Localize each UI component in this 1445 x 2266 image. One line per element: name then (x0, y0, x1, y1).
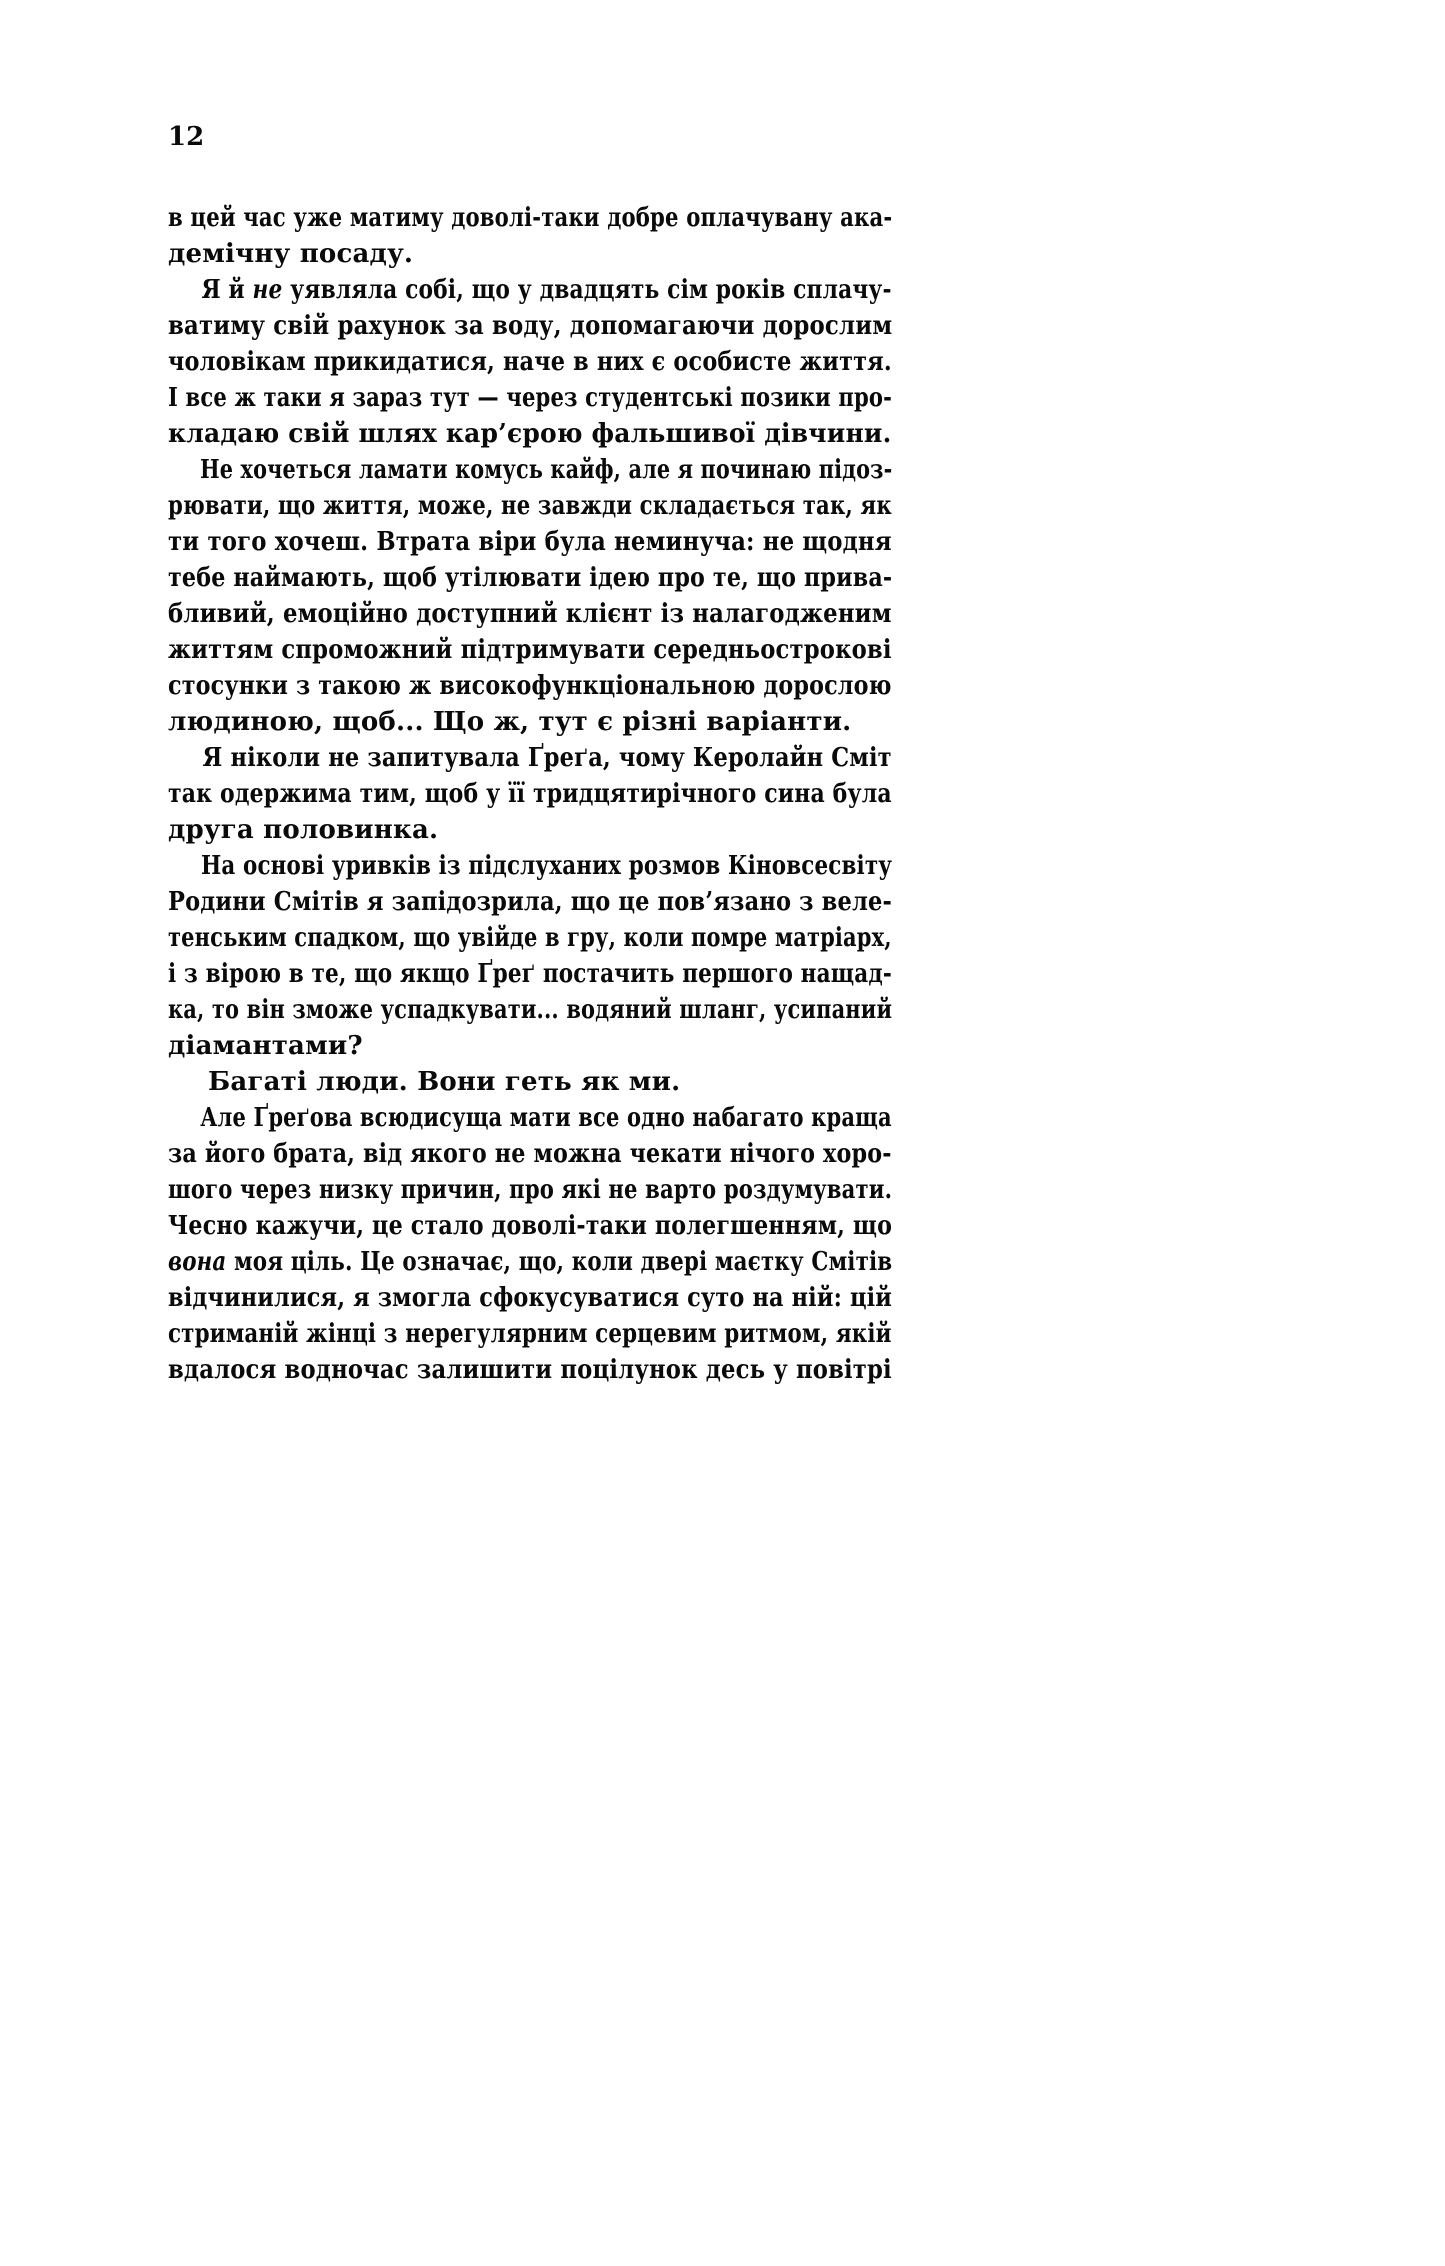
text-block (168, 200, 892, 1388)
text-line: тенським спадком, що увійде в гру, коли помре матріарх, (168, 923, 892, 953)
text-line: Але Ґреґова всюдисуща мати все одно набагато краща (200, 1103, 892, 1133)
text-line: ка, то він зможе успадкувати... водяний шланг, усипаний (168, 995, 893, 1025)
text-line: ватиму свій рахунок за воду, допомагаючи дорослим (168, 311, 893, 341)
page-number: 12 (168, 122, 205, 152)
paragraph (168, 848, 892, 1064)
text-line: друга половинка. (168, 815, 439, 845)
text-line: І все ж таки я зараз тут — через студентські позики про- (168, 383, 893, 413)
text-line: бливий, емоційно доступний клієнт із налагодженим (168, 599, 892, 629)
text-line: шого через низку причин, про які не варто роздумувати. (168, 1175, 893, 1205)
text-line: так одержима тим, щоб у її тридцятирічного сина була (168, 779, 892, 809)
text-line: Чесно кажучи, це стало доволі-таки полегшенням, що (168, 1211, 893, 1241)
text-line: кладаю свій шлях кар’єрою фальшивої дівчини. (168, 419, 892, 449)
paragraph (168, 452, 892, 740)
text-line: стриманій жінці з нерегулярним серцевим ритмом, якій (168, 1319, 892, 1349)
text-line: тебе наймають, щоб утілювати ідею про те, що прива- (168, 563, 893, 593)
text-line: демічну посаду. (168, 239, 414, 269)
paragraph (168, 200, 892, 272)
text-line: Не хочеться ламати комусь кайф, але я починаю підоз- (199, 455, 893, 485)
text-line: стосунки з такою ж високофункціональною дорослою (168, 671, 892, 701)
text-line: за його брата, від якого не можна чекати нічого хоро- (168, 1139, 892, 1169)
paragraph (168, 1100, 892, 1388)
text-line: відчинилися, я змогла сфокусуватися суто на ній: цій (168, 1283, 893, 1313)
text-line: Я й не уявляла собі, що у двадцять сім років сплачу- (201, 275, 892, 305)
paragraph (168, 1064, 892, 1100)
text-line: і з вірою в те, що якщо Ґреґ постачить першого нащад- (168, 959, 892, 989)
text-line: вона моя ціль. Це означає, що, коли двері маєтку Смітів (168, 1247, 893, 1277)
text-line: Багаті люди. Вони геть як ми. (208, 1067, 681, 1097)
text-line: вдалося водночас залишити поцілунок десь у повітрі (168, 1355, 892, 1385)
text-line: життям спроможний підтримувати середньострокові (168, 635, 892, 665)
text-line: діамантами? (168, 1031, 363, 1061)
text-line: На основі уривків із підслуханих розмов Кіновсесвіту (200, 851, 893, 881)
text-line: ти того хочеш. Втрата віри була неминуча: не щодня (168, 527, 892, 557)
text-line: чоловікам прикидатися, наче в них є особисте життя. (168, 347, 892, 377)
paragraph (168, 272, 892, 452)
text-line: рювати, що життя, може, не завжди складається так, як (168, 491, 892, 521)
text-line: людиною, щоб... Що ж, тут є різні варіанти. (168, 707, 852, 737)
paragraph (168, 740, 892, 848)
text-line: Родини Смітів я запідозрила, що це пов’язано з веле- (168, 887, 892, 917)
text-line: Я ніколи не запитувала Ґреґа, чому Керолайн Сміт (202, 743, 892, 773)
text-line: в цей час уже матиму доволі-таки добре оплачувану ака- (168, 203, 893, 233)
